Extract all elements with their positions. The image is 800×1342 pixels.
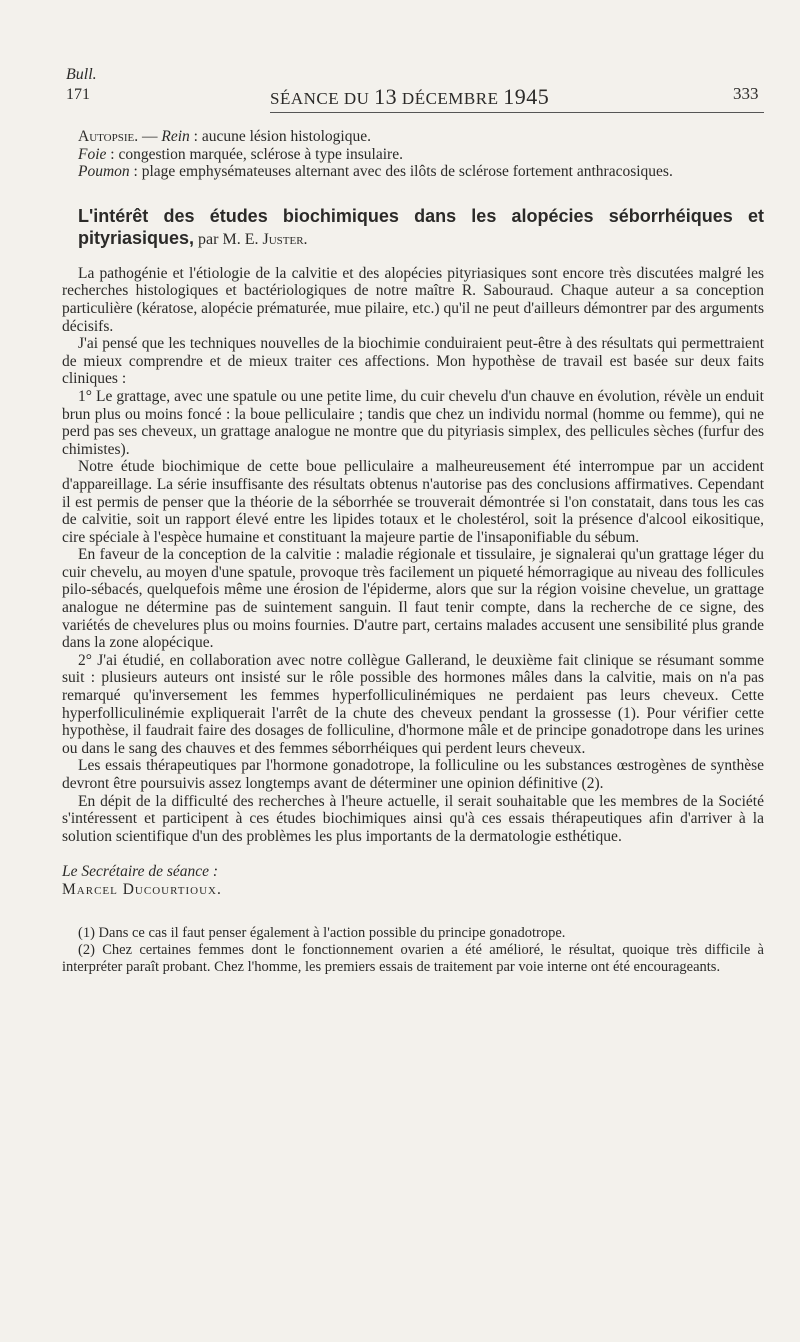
autopsy-foie	[78, 146, 764, 164]
header-day: 13	[374, 84, 398, 109]
paragraph: Les essais thérapeutiques par l'hormone gonadotrope, la folliculine ou les substances œstrogènes de synthèse devront être poursuivis assez longtemps avant de déterminer une opinion définitive (2).	[62, 757, 764, 792]
header-year: 1945	[503, 84, 550, 109]
journal-ref	[66, 66, 97, 104]
journal-issue: 171	[66, 86, 90, 103]
article-byline: par M. E.	[194, 230, 263, 248]
journal-abbrev: Bull.	[66, 66, 97, 83]
footnote: (1) Dans ce cas il faut penser également à l'action possible du principe gonadotrope.	[78, 924, 566, 941]
paragraph: La pathogénie et l'étiologie de la calvitie et des alopécies pityriasiques sont encore très discutées malgré les recherches histologiques et bactériologiques de notre maître R. Sabouraud. Chaque auteur a sa conception particulière (kératose, alopécie prématurée, mue pilaire, etc.) qu'il ne peut d'ailleurs démontrer par des arguments décisifs.	[62, 264, 764, 335]
paragraph: En dépit de la difficulté des recherches à l'heure actuelle, il serait souhaitable que les membres de la Société s'intéressent et participent à ces études biochimiques ainsi qu'à ces essais thérapeutiques afin d'arriver à la solution scientifique d'un des problèmes les plus importants de la dermatologie esthétique.	[62, 792, 764, 845]
foie-text: : congestion marquée, sclérose à type insulaire.	[106, 145, 403, 163]
signature	[62, 863, 764, 898]
article-author: Juster.	[262, 230, 308, 248]
header-seance: SÉANCE DU	[270, 89, 370, 108]
signature-name: Marcel Ducourtioux.	[62, 880, 222, 898]
header-month: DÉCEMBRE	[401, 89, 499, 108]
poumon-text: : plage emphysémateuses alternant avec des ilôts de sclérose fortement anthracosiques.	[129, 163, 673, 181]
foie-label: Foie	[78, 145, 107, 163]
content	[62, 128, 764, 976]
rein-label: Rein	[161, 128, 190, 145]
header-rule	[270, 112, 764, 113]
footnote: (2) Chez certaines femmes dont le fonctionnement ovarien a été amélioré, le résultat, quoique très difficile à interpréter paraît probant. Chez l'homme, les premiers essais de traitement par voie interne ont été encourageants.	[62, 941, 764, 975]
paragraph: En faveur de la conception de la calvitie : maladie régionale et tissulaire, je signalerai qu'un grattage léger du cuir chevelu, au moyen d'une spatule, provoque très facilement un piqueté hémorragique au niveau des follicules pilo-sébacés, quelquefois même une érosion de l'épiderme, alors que sur la région voisine chevelue, un grattage analogue ne détermine pas de suintement sanguin. Il faut tenir compte, dans la recherche de ce signe, des variétés de chevelures plus ou moins fournies. D'autre part, certains malades accusent une sensibilité plus grande dans la zone alopécique.	[62, 546, 764, 652]
autopsy-poumon	[62, 163, 764, 181]
article-title-text: L'intérêt des études biochimiques dans les alopécies séborrhéiques et pityriasiques,	[78, 205, 764, 248]
signature-role: Le Secrétaire de séance :	[62, 863, 219, 881]
autopsy-sep: —	[138, 128, 162, 145]
rein-text: : aucune lésion histologique.	[189, 128, 371, 145]
article-title	[78, 205, 764, 251]
autopsy-rein	[78, 128, 764, 146]
footnotes	[62, 925, 764, 976]
poumon-label: Poumon	[78, 163, 130, 181]
page-number: 333	[733, 84, 759, 103]
running-header	[270, 84, 549, 110]
autopsy-label: Autopsie.	[78, 128, 139, 145]
paragraph: Notre étude biochimique de cette boue pelliculaire a malheureusement été interrompue par un accident d'appareillage. La série insuffisante des résultats obtenus n'autorise pas des conclusions affirmatives. Cependant il est permis de penser que la théorie de la séborrhée se trouverait démontrée si l'on constatait, dans tous les cas de calvitie, soit un rapport élevé entre les lipides totaux et le cholestérol, soit la présence d'alcool eikositique, cire spéciale à l'espèce humaine et constituant la majeure partie de l'insaponifiable du sébum.	[62, 458, 764, 546]
paragraph: J'ai pensé que les techniques nouvelles de la biochimie conduiraient peut-être à des résultats qui permettraient de mieux comprendre et de mieux traiter ces affections. Mon hypothèse de travail est basée sur deux faits cliniques :	[62, 335, 764, 388]
paragraph: 2° J'ai étudié, en collaboration avec notre collègue Gallerand, le deuxième fait clinique se résumant somme suit : plusieurs auteurs ont insisté sur le rôle possible des hormones mâles dans la calvitie, mais on n'a pas remarqué qu'inversement les femmes hyperfolliculinémiques ne perdaient pas leurs cheveux. Cette hyperfolliculinémie expliquerait l'arrêt de la chute des cheveux pendant la grossesse (1). Pour vérifier cette hypothèse, il faudrait faire des dosages de folliculine, d'hormone mâle et de principe gonadotrope dans les urines ou dans le sang des chauves et des femmes séborrhéiques qui perdent leurs cheveux.	[62, 651, 764, 757]
paragraph: 1° Le grattage, avec une spatule ou une petite lime, du cuir chevelu d'un chauve en évolution, révèle un enduit brun plus ou moins foncé : la boue pelliculaire ; tandis que chez un individu normal (homme ou femme), qui ne perd pas ses cheveux, un grattage analogue ne montre que du pityriasis simplex, des pellicules sèches (furfur des chimistes).	[62, 387, 764, 458]
